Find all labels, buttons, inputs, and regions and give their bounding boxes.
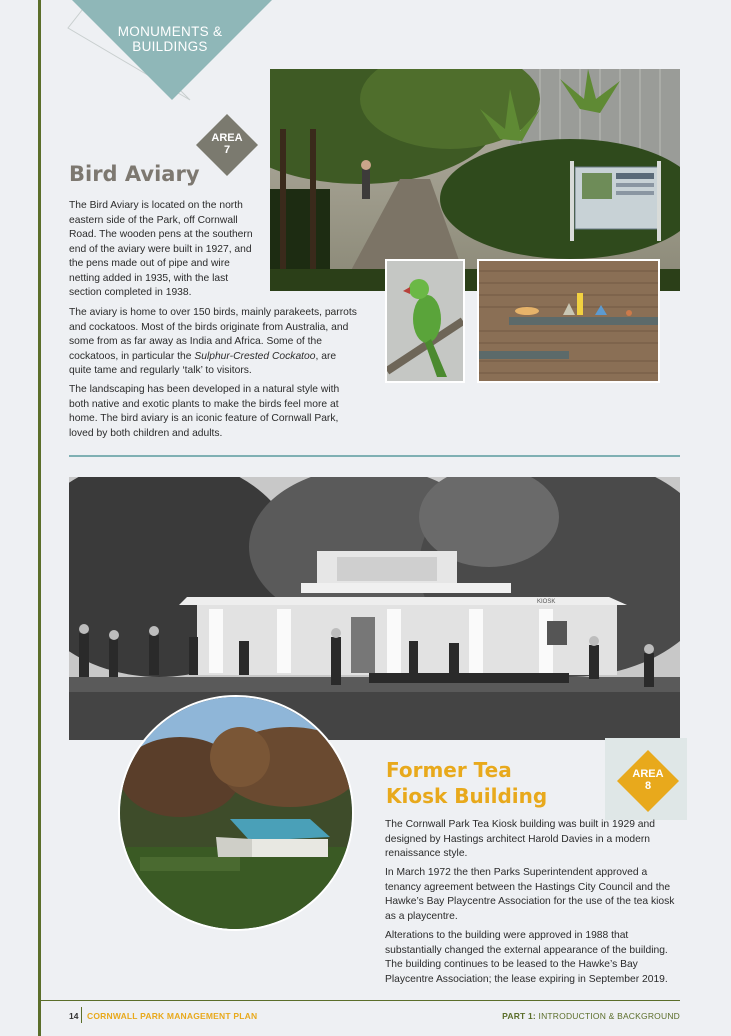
area-7-label: AREA 7	[211, 132, 243, 156]
bird-aviary-paragraph-2: The aviary is home to over 150 birds, mainly parakeets, parrots and cockatoos. Most of the birds originate from Australia, and some from as far away as India and Africa. Some of the cockatoos, in particular the Sulphur-Crested Cockatoo, are quite tame and regularly ‘talk’ to visitors.	[69, 307, 357, 376]
footer-rule	[40, 1000, 680, 1001]
part-label: PART 1: INTRODUCTION & BACKGROUND	[502, 1011, 680, 1021]
page-number: 14	[69, 1011, 79, 1021]
parakeet-photo	[385, 259, 465, 383]
document-title: CORNWALL PARK MANAGEMENT PLAN	[87, 1011, 258, 1021]
footer-separator	[81, 1007, 82, 1023]
area-8-label: AREA 8	[632, 768, 664, 792]
tea-kiosk-paragraph-3: Alterations to the building were approved in 1988 that substantially changed the external appearance of the building. The building continues to be leased to the Hawke’s Bay Playcentre Association; the lease expiring in September 2019.	[385, 930, 668, 985]
aviary-walkway-photo	[270, 69, 680, 291]
tea-kiosk-historic-photo	[69, 477, 680, 740]
tea-kiosk-aerial-photo	[118, 695, 354, 931]
tea-kiosk-paragraph-1: The Cornwall Park Tea Kiosk building was built in 1929 and designed by Hastings architect Harold Davies in a modern renaissance style.	[385, 819, 655, 859]
tea-kiosk-paragraph-2: In March 1972 the then Parks Superintendent approved a tenancy agreement between the Hastings City Council and the Hawke’s Bay Playcentre Association for the use of the tea kiosk as a playcentre.	[385, 867, 675, 922]
bird-aviary-paragraph-1: The Bird Aviary is located on the north eastern side of the Park, off Cornwall Road. The wooden pens at the southern end of the aviary were built in 1927, and the pens made out of pipe and wire netting added in 1935, with the last section completed in 1938.	[69, 200, 253, 298]
bird-aviary-paragraph-3: The landscaping has been developed in a natural style with both native and exotic plants to make the birds feel more at home. The bird aviary is an iconic feature of Cornwall Park, loved by both children and adults.	[69, 384, 340, 439]
tea-kiosk-title: Former Tea Kiosk Building	[386, 758, 548, 808]
bird-aviary-title: Bird Aviary	[69, 162, 200, 186]
aviary-ornaments-photo	[477, 259, 660, 383]
cockatoo-species: Sulphur-Crested Cockatoo	[194, 350, 316, 362]
kiosk-sign: KIOSK	[537, 599, 556, 605]
left-margin-bar	[38, 0, 41, 1036]
category-label: MONUMENTS & BUILDINGS	[117, 24, 223, 54]
section-divider	[69, 455, 680, 457]
